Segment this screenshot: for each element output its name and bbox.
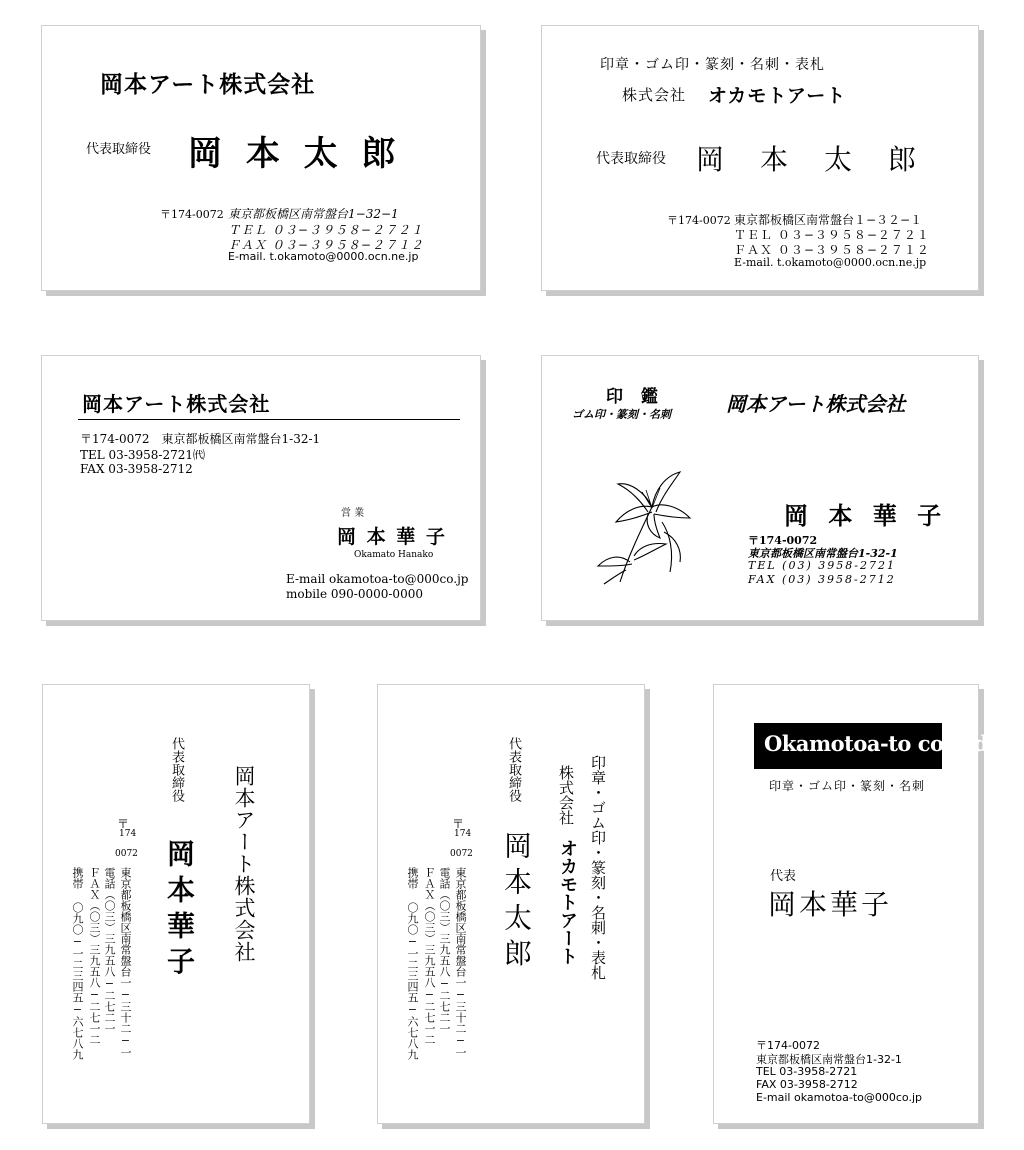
tel: ＴＥＬ ０３−３９５８−２７２１	[228, 223, 424, 237]
fax: ＦＡＸ ０３−３９５８−２７１２	[228, 238, 424, 252]
business-card-7	[713, 684, 988, 1124]
tel: TEL 03-3958-2721	[756, 1065, 858, 1078]
logo-banner	[754, 723, 988, 769]
person-name: 岡本華子	[163, 839, 196, 983]
tel: 電話（〇三）三九五八−二七二一	[103, 867, 116, 1034]
company-prefix: 株式会社	[557, 765, 575, 825]
tel: TEL 03-3958-2721㈹	[80, 448, 206, 462]
position-title: 代表取締役	[596, 151, 666, 167]
person-name: 岡本華子	[768, 888, 893, 921]
address: 東京都板橋区南常盤台1-32-1	[748, 547, 898, 560]
postal-code-1: 174	[119, 829, 137, 839]
position-title: 代表取締役	[506, 737, 521, 802]
company-name: オカモトアート	[557, 839, 578, 965]
tel: 電話（〇三）三九五八−二七二一	[438, 867, 451, 1034]
person-name: 岡 本 太 郎	[696, 143, 921, 176]
business-card-3	[41, 355, 481, 621]
company-name: オカモトアート	[708, 85, 847, 107]
person-name: 岡 本 華 子	[784, 501, 948, 530]
postal-code-2: 0072	[450, 849, 473, 859]
business-card-5	[42, 684, 310, 1124]
email: E-mail okamotoa-to@000co.jp	[286, 572, 469, 586]
divider-line	[78, 419, 460, 420]
fax: ＦＡＸ（〇三）三九五八−二七一二	[88, 867, 101, 1045]
address: 東京都板橋区南常盤台一−三十二−一	[119, 867, 132, 1058]
business-card-6	[377, 684, 645, 1124]
fax: ＦＡＸ ０３−３９５８−２７１２	[734, 243, 930, 257]
mobile: 携帯 〇九〇−一二三四五−六七八九	[71, 867, 84, 1060]
business-card-1	[41, 25, 481, 291]
postal-code: 〒174-0072	[748, 534, 818, 547]
fax: FAX 03-3958-2712	[80, 462, 193, 476]
postal-code: 〒174-0072	[667, 214, 731, 227]
email: E-mail. t.okamoto@0000.ocn.ne.jp	[228, 250, 419, 263]
postal-code: 〒174-0072	[160, 208, 224, 221]
fax: FAX 03-3958-2712	[756, 1078, 858, 1091]
postal-mark: 〒	[117, 817, 130, 831]
tel: TEL (03) 3958-2721	[748, 559, 896, 572]
services: 印章・ゴム印・篆刻・名刺	[769, 779, 926, 793]
fax: FAX (03) 3958-2712	[748, 573, 896, 586]
services: 印章・ゴム印・篆刻・名刺・表札	[600, 57, 825, 73]
mobile: mobile 090-0000-0000	[286, 587, 423, 601]
lily-flower-illustration	[590, 462, 698, 586]
logo-text: Okamotoa-to co.,ltd	[764, 731, 988, 756]
postal-code: 〒174-0072	[756, 1039, 820, 1052]
postal-code-2: 0072	[115, 849, 138, 859]
company-name: 岡本アート株式会社	[232, 765, 256, 963]
address: 東京都板橋区南常盤台1-32-1	[756, 1053, 902, 1066]
email: E-mail okamotoa-to@000co.jp	[756, 1091, 922, 1104]
romaji-name: Okamato Hanako	[354, 550, 434, 560]
address-line: 〒174-0072 東京都板橋区南常盤台1-32-1	[80, 432, 321, 446]
services: ゴム印・篆刻・名刺	[572, 408, 671, 421]
mobile: 携帯 〇九〇−一二三四五−六七八九	[406, 867, 419, 1060]
address: 東京都板橋区南常盤台一−三十二−一	[454, 867, 467, 1058]
person-name: 岡 本 太 郎	[188, 134, 402, 174]
business-card-4	[541, 355, 979, 621]
company-name: 岡本アート株式会社	[726, 392, 906, 416]
person-name: 岡本太郎	[500, 831, 533, 975]
fax: ＦＡＸ（〇三）三九五八−二七一二	[423, 867, 436, 1045]
address: 東京都板橋区南常盤台１−３２−１	[734, 213, 923, 227]
company-name: 岡本アート株式会社	[82, 392, 271, 416]
company-name: 岡本アート株式会社	[100, 71, 316, 98]
postal-code-1: 174	[454, 829, 472, 839]
address: 東京都板橋区南常盤台1−32−1	[228, 207, 399, 221]
tel: ＴＥＬ ０３−３９５８−２７２１	[734, 228, 930, 242]
position-title: 代表取締役	[169, 737, 184, 802]
person-name: 岡 本 華 子	[337, 526, 447, 548]
business-card-2	[541, 25, 979, 291]
email: E-mail. t.okamoto@0000.ocn.ne.jp	[734, 256, 927, 269]
position-title: 代表	[770, 869, 797, 884]
postal-mark: 〒	[452, 817, 465, 831]
position-title: 代表取締役	[86, 142, 152, 157]
seal-label: 印 鑑	[606, 387, 664, 407]
company-prefix: 株式会社	[622, 86, 687, 104]
department: 営 業	[341, 508, 365, 519]
services: 印章・ゴム印・篆刻・名刺・表札	[589, 755, 607, 980]
